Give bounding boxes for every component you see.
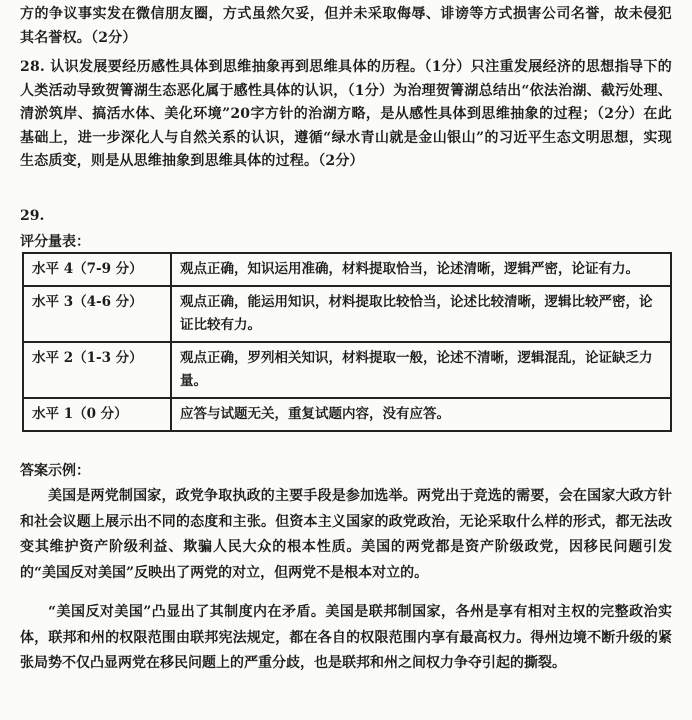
rubric-description: 观点正确，能运用知识，材料提取比较恰当，论述比较清晰，逻辑比较严密，论证比较有力。 — [171, 286, 671, 342]
question-28-answer: 28. 认识发展要经历感性具体到思维抽象再到思维具体的历程。（1分）只注重发展经济的思想指导下的人类活动导致贺箐湖生态恶化属于感性具体的认识，（1分）为治理贺箐湖总结出“依法治湖、截污处理、清淤筑岸、搞活水体、美化环境”20字方针的治湖方略，是从感性具体到思维抽象的过程；（2分）在此基础上，进一步深化人与自然关系的认识，遵循“绿水青山就是金山银山”的习近平生态文明思想，实现生态质变，则是从思维抽象到思维具体的过程。（2分） — [20, 59, 672, 170]
rubric-description: 观点正确，知识运用准确，材料提取恰当，论述清晰，逻辑严密，论证有力。 — [171, 253, 671, 286]
answer-paragraph-2: “美国反对美国”凸显出了其制度内在矛盾。美国是联邦制国家，各州是享有相对主权的完整政治实体，联邦和州的权限范围由联邦宪法规定，都在各自的权限范围内享有最高权力。得州边境不断升级的紧张局势不仅凸显两党在移民问题上的严重分歧，也是联邦和州之间权力争夺引起的撕裂。 — [20, 604, 672, 671]
answer-example-title: 答案示例： — [20, 463, 90, 479]
rubric-level: 水平 4（7-9 分） — [23, 253, 171, 286]
question-29-label: 29. — [20, 208, 45, 224]
rubric-row — [23, 398, 671, 431]
rubric-description: 观点正确，罗列相关知识，材料提取一般，论述不清晰，逻辑混乱，论证缺乏力量。 — [171, 342, 671, 398]
rubric-level: 水平 1（0 分） — [23, 398, 171, 431]
rubric-description: 应答与试题无关，重复试题内容，没有应答。 — [171, 398, 671, 431]
rubric-row — [23, 342, 671, 398]
rubric-row — [23, 253, 671, 286]
rubric-row — [23, 286, 671, 342]
rubric-table — [22, 252, 672, 432]
top-paragraph: 方的争议事实发在微信朋友圈，方式虽然欠妥，但并未采取侮辱、诽谤等方式损害公司名誉，故未侵犯其名誉权。（2分） — [20, 6, 672, 46]
rubric-title: 评分量表： — [20, 234, 90, 250]
rubric-level: 水平 2（1-3 分） — [23, 342, 171, 398]
rubric-level: 水平 3（4-6 分） — [23, 286, 171, 342]
answer-paragraph-1: 美国是两党制国家，政党争取执政的主要手段是参加选举。两党出于竞选的需要，会在国家大政方针和社会议题上展示出不同的态度和主张。但资本主义国家的政党政治，无论采取什么样的形式，都无法改变其维护资产阶级利益、欺骗人民大众的根本性质。美国的两党都是资产阶级政党，因移民问题引发的“美国反对美国”反映出了两党的对立，但两党不是根本对立的。 — [20, 488, 672, 581]
